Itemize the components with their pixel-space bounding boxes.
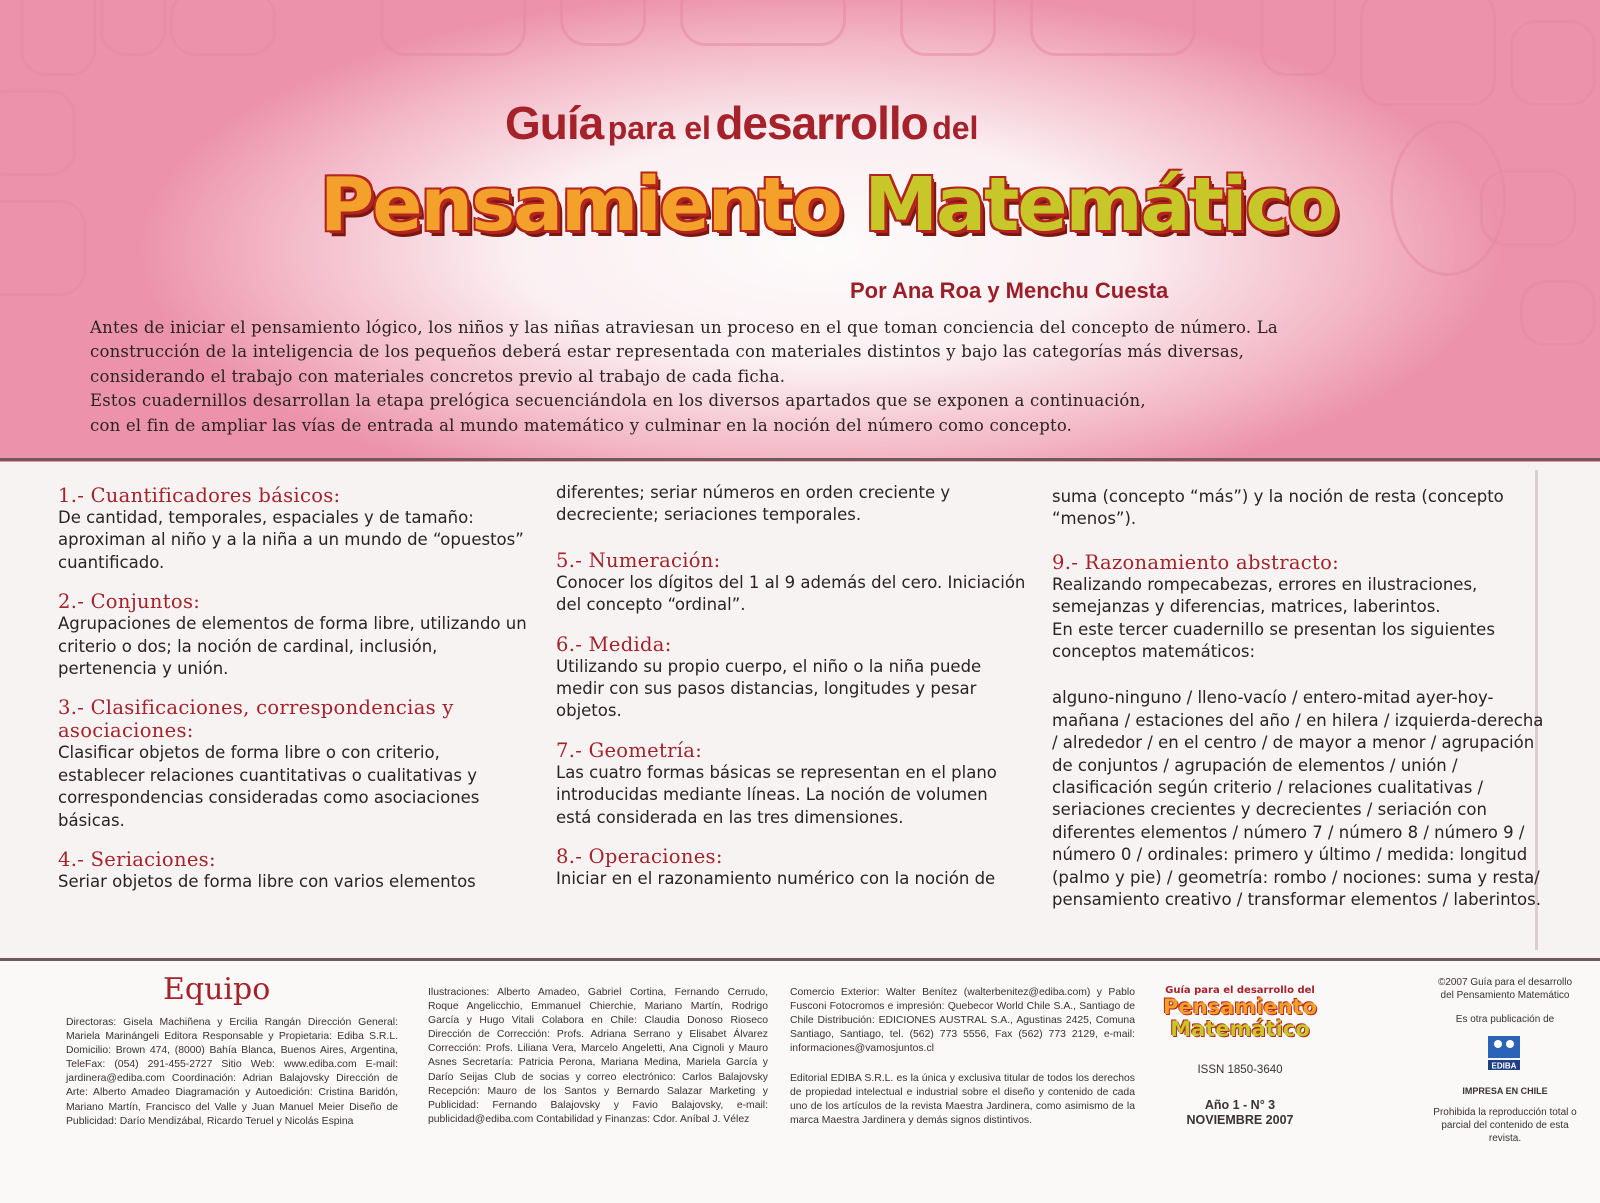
title-word: del xyxy=(932,110,979,146)
title-line-1 xyxy=(505,96,1065,150)
ediba-logo-text: EDIBA xyxy=(1491,1061,1517,1071)
doodle-shape xyxy=(0,200,86,296)
section-text: Seriar objetos de forma libre con varios elementos xyxy=(58,872,476,892)
section-title: 5.- Numeración: xyxy=(556,548,721,572)
intro-line: considerando el trabajo con materiales concretos previo al trabajo de cada ficha. xyxy=(90,366,786,386)
section-title: 3.- Clasificaciones, correspondencias y asociaciones: xyxy=(58,696,454,743)
section-2 xyxy=(58,590,528,680)
section-text: Iniciar en el razonamiento numérico con la noción de xyxy=(556,869,996,889)
section-text: Utilizando su propio cuerpo, el niño o la niña puede medir con sus pasos distancias, longitudes y pesar objetos. xyxy=(556,656,982,721)
section-text: diferentes; seriar números en orden creciente y decreciente; seriaciones temporales. xyxy=(556,483,951,525)
doodle-shape xyxy=(170,0,276,56)
doodle-shape xyxy=(0,90,76,176)
section-title: 4.- Seriaciones: xyxy=(58,848,216,872)
section-title: 8.- Operaciones: xyxy=(556,845,723,869)
logo-word: Pensamiento xyxy=(1163,995,1317,1019)
section-text: Clasificar objetos de forma libre o con criterio, establecer relaciones cuantitativas o cualitativas y correspondencias consideradas como asociaciones básicas. xyxy=(58,743,480,830)
section-3 xyxy=(58,696,528,832)
section-text: En este tercer cuadernillo se presentan los siguientes conceptos matemáticos: xyxy=(1052,619,1495,662)
intro-line: Estos cuadernillos desarrollan la etapa prelógica secuenciándola en los diversos apartados que se exponen a continuación, xyxy=(90,391,1146,411)
title-matematico: Matemático xyxy=(864,162,1337,248)
column-3 xyxy=(1052,486,1552,912)
credits-column-3: Comercio Exterior: Walter Benítez (walterbenitez@ediba.com) y Pablo Fusconi Fotocromos e impresión: Quebecor World Chile S.A., Santiago de Chile Distribución: EDICIONES AUSTRAL S.A., Agustinas 2425, Comuna Santiago, Santiago, tel. (562) 773 5556, Fax (562) 773 2129, e-mail: informaciones@vamosjuntos.cl xyxy=(790,987,1135,1055)
section-title: 9.- Razonamiento abstracto: xyxy=(1052,550,1340,574)
intro-text xyxy=(90,316,1570,438)
reproduction-notice: Prohibida la reproducción total o parcial del contenido de esta revista. xyxy=(1433,1107,1577,1144)
publisher-caption: Es otra publicación de xyxy=(1455,1014,1555,1025)
concepts-list: alguno-ninguno / lleno-vacío / entero-mitad ayer-hoy-mañana / estaciones del año / en hilera / izquierda-derecha / alrededor / en el centro / de mayor a menor / agrupación de conjuntos / agrupación de elementos / unión / clasificación según criterio / relaciones cualitativas / seriaciones crecientes y decrecientes / seriación con diferentes elementos / número 7 / número 8 / número 9 / número 0 / ordinales: primero y último / medida: longitud (palmo y pie) / geometría: rombo / nociones: suma y resta/ pensamiento creativo / transformar elementos / laberintos. xyxy=(1052,688,1544,910)
section-title: 7.- Geometría: xyxy=(556,738,703,762)
section-1 xyxy=(58,484,528,574)
section-title: 2.- Conjuntos: xyxy=(58,590,201,614)
intro-line: construcción de la inteligencia de los pequeños deberá estar representada con materiales distintos y bajo las categorías más diversas, xyxy=(90,342,1245,362)
issue-info xyxy=(1160,1098,1320,1128)
section-8 xyxy=(556,845,1026,890)
intro-line: con el fin de ampliar las vías de entrada al mundo matemático y culminar en la noción del número como concepto. xyxy=(90,415,1073,435)
credits-column-2: Ilustraciones: Alberto Amadeo, Gabriel Cortina, Fernando Cerrudo, Roque Angelicchio, Emmanuel Chierchie, Mariano Martín, Rodrigo García y Hugo Vitali Colabora en Chile: Claudia Donoso Rioseco Dirección de Corrección: Profs. Adriana Serrano y Elisabet Álvarez Corrección: Profs. Liliana Vera, Marcelo Angeletti, Ana Cignoli y Mauro Asnes Secretaría: Patricia Perona, Mariana Medina, Mariela García y Darío Seijas Club de socias y correo electrónico: Carlos Balajovsky Recepción: Mauro de los Santos y Bernardo Salazar Marketing y Publicidad: Fernando Balajovsky y Favio Balajovsky, e-mail: publicidad@ediba.com Contabilidad y Finanzas: Cdor. Aníbal J. Vélez xyxy=(428,987,768,1125)
logo-subtitle: Guía para el desarrollo del xyxy=(1165,985,1315,996)
section-title: 1.- Cuantificadores básicos: xyxy=(58,484,341,507)
section-4 xyxy=(58,848,528,893)
section-title: 6.- Medida: xyxy=(556,632,672,656)
doodle-shape xyxy=(380,0,526,56)
doodle-shape xyxy=(1510,20,1596,106)
doodle-shape xyxy=(1030,0,1196,56)
divider-line xyxy=(0,458,1600,461)
section-text: Conocer los dígitos del 1 al 9 además del cero. Iniciación del concepto “ordinal”. xyxy=(556,572,1026,615)
title-word: para el xyxy=(607,110,711,146)
column-2 xyxy=(556,482,1026,906)
ediba-logo-icon xyxy=(1484,1030,1524,1072)
printed-in: IMPRESA EN CHILE xyxy=(1462,1086,1548,1096)
title-word: Guía xyxy=(505,97,604,149)
doodle-shape xyxy=(1480,170,1576,246)
column-1 xyxy=(58,484,528,909)
title-word: desarrollo xyxy=(715,97,928,149)
issn-number: ISSN 1850-3640 xyxy=(1197,1064,1283,1076)
credits-column-1: Directoras: Gisela Machiñena y Ercilia Rangán Dirección General: Mariela Marinángeli Editora Responsable y Propietaria: Ediba S.R.L. Domicilio: Brown 474, (8000) Bahía Blanca, Buenos Aires, Argentina, TeleFax: (054) 291-455-2727 Sitio Web: www.ediba.com E-mail: jardinera@ediba.com Coordinación: Adrian Balajovsky Dirección de Arte: Alberto Amadeo Diagramación y Autoedición: Cristina Baridón, Mariano Martín, Francisco del Valle y Juan Manuel Meier Diseño de Publicidad: Darío Mendizábal, Ricardo Teruel y Nicolás Espina xyxy=(66,1017,398,1127)
doodle-shape xyxy=(20,0,96,76)
section-5 xyxy=(556,549,1026,617)
section-8-continued xyxy=(1052,486,1552,531)
rights-notice: Editorial EDIBA S.R.L. es la única y exclusiva titular de todos los derechos de propiedad intelectual e industrial sobre el diseño y contenido de cada uno de los artículos de la revista Maestra Jardinera, como asimismo de la marca Maestra Jardinera y demás signos distintivos. xyxy=(790,1073,1135,1127)
intro-line: Antes de iniciar el pensamiento lógico, los niños y las niñas atraviesan un proceso en el que toman conciencia del concepto de número. La xyxy=(90,318,1278,337)
authors-byline: Por Ana Roa y Menchu Cuesta xyxy=(850,278,1169,303)
section-text: De cantidad, temporales, espaciales y de tamaño: aproximan al niño y a la niña a un mundo de “opuestos” cuantificado. xyxy=(58,508,524,572)
section-text: Agrupaciones de elementos de forma libre, utilizando un criterio o dos; la noción de cardinal, inclusión, pertenencia y unión. xyxy=(58,614,527,679)
title-pensamiento: Pensamiento xyxy=(320,162,841,248)
issue-date: NOVIEMBRE 2007 xyxy=(1186,1113,1294,1127)
doodle-shape xyxy=(1260,0,1336,76)
magazine-logo xyxy=(1160,985,1320,1055)
copyright-notice: ©2007 Guía para el desarrollo del Pensamiento Matemático xyxy=(1437,977,1573,1001)
logo-word: Matemático xyxy=(1170,1017,1310,1041)
doodle-shape xyxy=(900,0,996,56)
section-6 xyxy=(556,633,1026,723)
doodle-shape xyxy=(680,0,846,46)
section-text: Realizando rompecabezas, errores en ilustraciones, semejanzas y diferencias, matrices, laberintos. xyxy=(1052,574,1478,617)
equipo-heading: Equipo xyxy=(163,972,271,1007)
header-banner xyxy=(0,0,1600,462)
section-4-continued xyxy=(556,482,1026,527)
issue-number: Año 1 - N° 3 xyxy=(1204,1098,1276,1112)
section-7 xyxy=(556,739,1026,829)
doodle-shape xyxy=(1360,0,1496,106)
doodle-shape xyxy=(560,0,646,46)
title-line-2 xyxy=(320,160,1337,250)
section-text: suma (concepto “más”) y la noción de resta (concepto “menos”). xyxy=(1052,487,1504,529)
section-text: Las cuatro formas básicas se representan en el plano introducidas mediante líneas. La noción de volumen está considerada en las tres dimensiones. xyxy=(556,762,997,827)
doodle-shape xyxy=(100,0,166,56)
section-9 xyxy=(1052,551,1552,664)
